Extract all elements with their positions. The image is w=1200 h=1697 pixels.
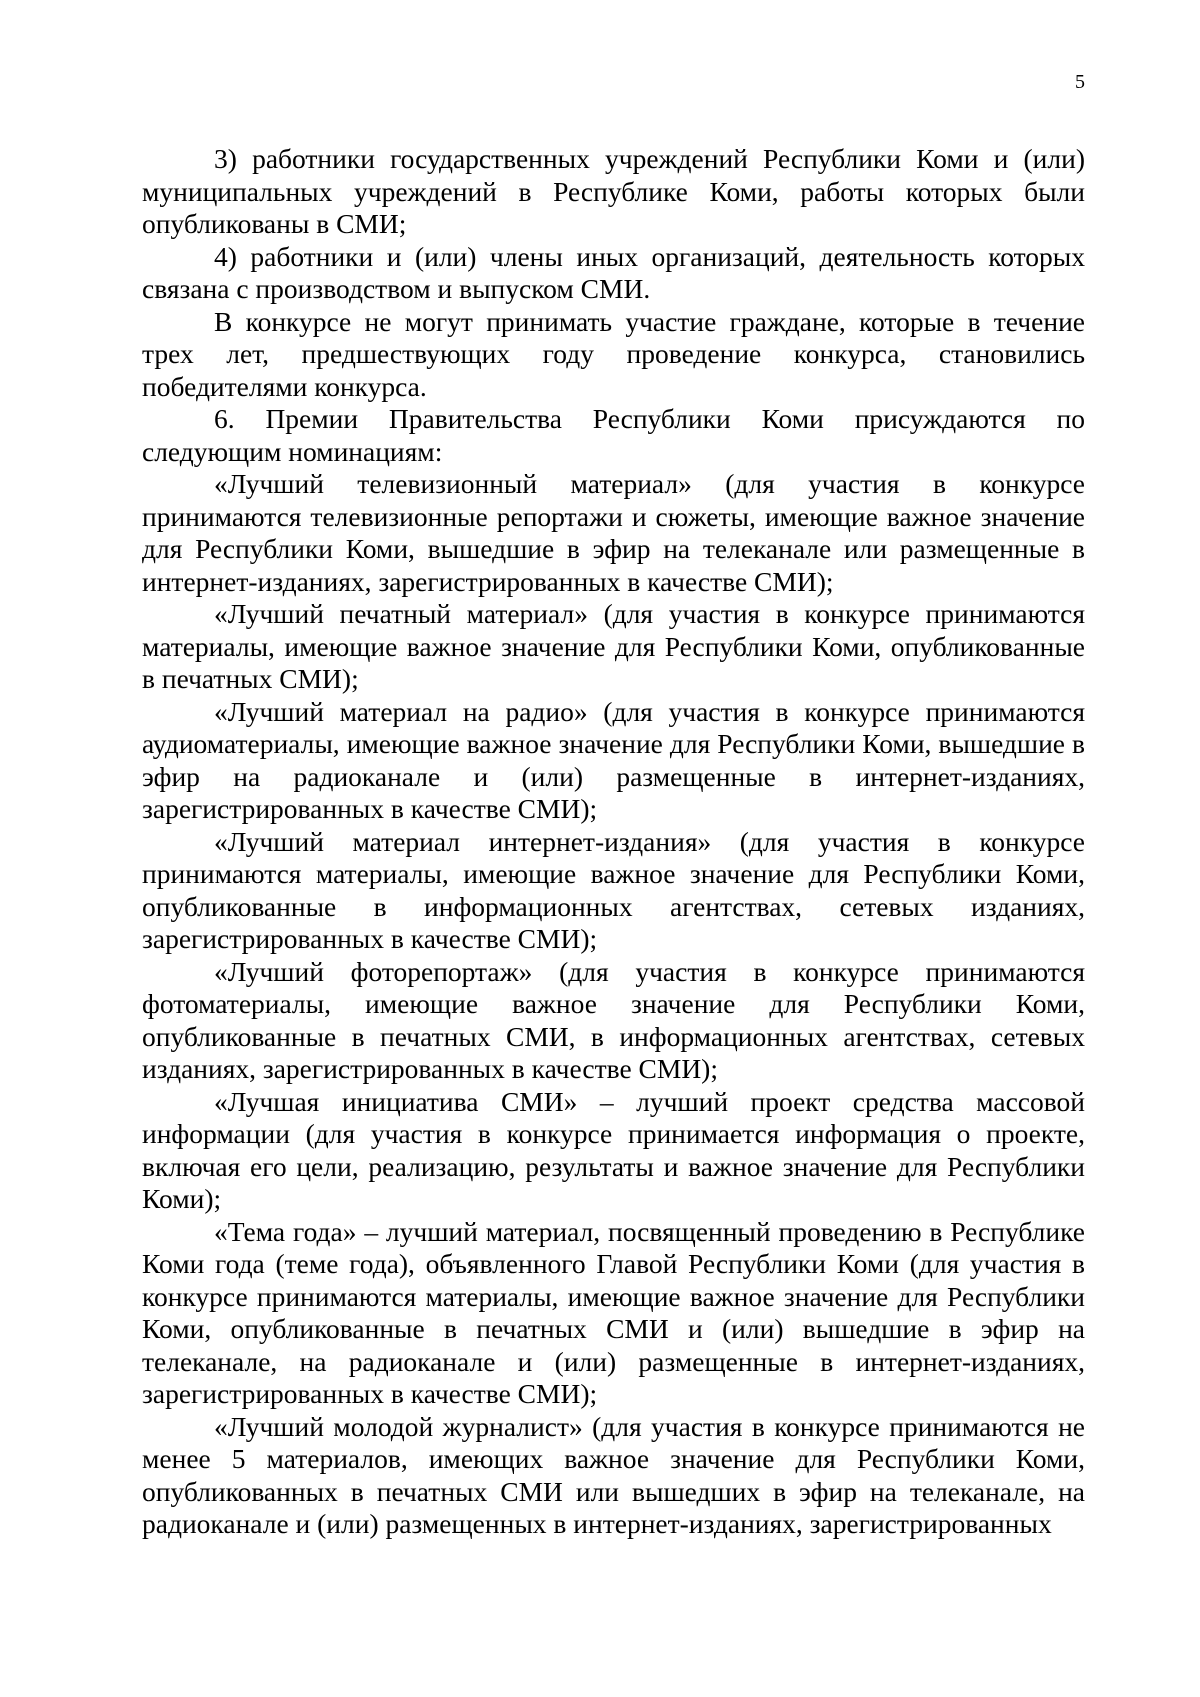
- page-number: 5: [1075, 71, 1085, 93]
- nomination-internet: «Лучший материал интернет-издания» (для участия в конкурсе принимаются материалы, имеющие важное значение для Республики Коми, опубликованные в информационных агентствах, сетевых изданиях, зарегистрированных в качестве СМИ);: [142, 825, 1085, 954]
- paragraph-item-4: 4) работники и (или) члены иных организаций, деятельность которых связана с производством и выпуском СМИ.: [142, 240, 1085, 304]
- document-body: [142, 143, 1085, 1541]
- nomination-tv: «Лучший телевизионный материал» (для участия в конкурсе принимаются телевизионные репортажи и сюжеты, имеющие важное значение для Республики Коми, вышедшие в эфир на телеканале или размещенные в интернет-изданиях, зарегистрированных в качестве СМИ);: [142, 468, 1085, 597]
- nomination-print: «Лучший печатный материал» (для участия в конкурсе принимаются материалы, имеющие важное значение для Республики Коми, опубликованные в печатных СМИ);: [142, 598, 1085, 694]
- nomination-photo: «Лучший фоторепортаж» (для участия в конкурсе принимаются фотоматериалы, имеющие важное значение для Республики Коми, опубликованные в печатных СМИ, в информационных агентствах, сетевых изданиях, зарегистрированных в качестве СМИ);: [142, 955, 1085, 1084]
- nomination-initiative: «Лучшая инициатива СМИ» – лучший проект средства массовой информации (для участия в конкурсе принимается информация о проекте, включая его цели, реализацию, результаты и важное значение для Республики Коми);: [142, 1085, 1085, 1214]
- paragraph-eligibility: В конкурсе не могут принимать участие граждане, которые в течение трех лет, предшествующих году проведение конкурса, становились победителями конкурса.: [142, 305, 1085, 402]
- nomination-theme-of-year: «Тема года» – лучший материал, посвященный проведению в Республике Коми года (теме года), объявленного Главой Республики Коми (для участия в конкурсе принимаются материалы, имеющие важное значение для Республики Коми, опубликованные в печатных СМИ и (или) вышедшие в эфир на телеканале, на радиоканале и (или) размещенные в интернет-изданиях, зарегистрированных в качестве СМИ);: [142, 1215, 1085, 1409]
- nomination-young-journalist: «Лучший молодой журналист» (для участия в конкурсе принимаются не менее 5 материалов, имеющих важное значение для Республики Коми, опубликованных в печатных СМИ или вышедших в эфир на телеканале, на радиоканале и (или) размещенных в интернет-изданиях, зарегистрированных: [142, 1410, 1085, 1539]
- paragraph-item-3: 3) работники государственных учреждений Республики Коми и (или) муниципальных учреждений в Республике Коми, работы которых были опубликованы в СМИ;: [142, 143, 1085, 239]
- nomination-radio: «Лучший материал на радио» (для участия в конкурсе принимаются аудиоматериалы, имеющие важное значение для Республики Коми, вышедшие в эфир на радиоканале и (или) размещенные в интернет-изданиях, зарегистрированных в качестве СМИ);: [142, 695, 1085, 824]
- paragraph-section-6: 6. Премии Правительства Республики Коми присуждаются по следующим номинациям:: [142, 403, 1085, 467]
